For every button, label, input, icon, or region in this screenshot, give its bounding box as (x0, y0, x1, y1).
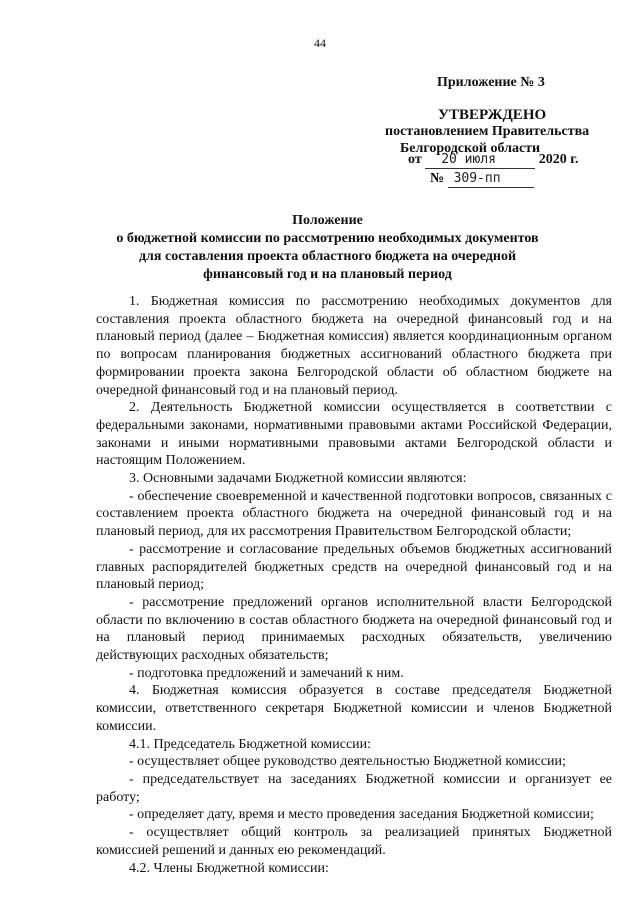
appendix-label: Приложение № 3 (437, 75, 545, 90)
list-item-task-4: - подготовка предложений и замечаний к ним. (129, 665, 404, 681)
list-item-task-3: - рассмотрение предложений органов исполнительной власти Белгородской области по включению в состав областного бюджета на очередной финансовый год и на плановый период принимаемых расходных обязательств, увеличению действующих расходных обязательств; (96, 594, 612, 664)
approval-number (430, 171, 534, 188)
page-number: 44 (314, 36, 326, 50)
list-item-chair-3: - определяет дату, время и место проведения заседания Бюджетной комиссии; (129, 807, 594, 823)
date-year: 2020 г. (538, 152, 579, 167)
heading-line-3: для составления проекта областного бюджета на очередной (138, 249, 517, 264)
region-line: Белгородской области (400, 141, 541, 156)
date-field (425, 152, 535, 169)
heading-line-4: финансовый год и на плановый период (203, 267, 452, 282)
document-heading (95, 212, 560, 284)
paragraph-1: 1. Бюджетная комиссия по рассмотрению необходимых документов для составления проекта областного бюджета на очередной финансовый год и на плановый период (далее – Бюджетная комиссия) является координационным органом по вопросам планирования бюджетных ассигнований областного бюджета при формировании проекта закона Белгородской области об областном бюджете на очередной финансовый год и на плановый период. (96, 294, 612, 398)
heading-line-1: Положение (292, 213, 363, 228)
number-handwritten: 309-пп (453, 171, 501, 186)
list-item-chair-1: - осуществляет общее руководство деятельностью Бюджетной комиссии; (129, 754, 566, 770)
list-item-chair-2: - председательствует на заседаниях Бюджетной комиссии и организует ее работу; (96, 771, 612, 805)
paragraph-4: 4. Бюджетная комиссия образуется в составе председателя Бюджетной комиссии, ответственного секретаря Бюджетной комиссии и членов Бюджетной комиссии. (96, 683, 612, 734)
list-item-chair-4: - осуществляет общий контроль за реализацией принятых Бюджетной комиссией решений и данных ею рекомендаций. (96, 825, 612, 858)
list-item-task-2: - рассмотрение и согласование предельных объемов бюджетных ассигнований главных распорядителей бюджетных средств на очередной финансовый год и на плановый период; (96, 541, 612, 593)
number-prefix: № (430, 171, 445, 186)
date-prefix: от (408, 152, 422, 167)
paragraph-3: 3. Основными задачами Бюджетной комиссии являются: (129, 471, 467, 487)
list-item-task-1: - обеспечение своевременной и качественной подготовки вопросов, связанных с составлением проекта областного бюджета на очередной финансовый год и на плановый период, для их рассмотрения Правительством Белгородской области; (96, 488, 612, 540)
paragraph-4-2: 4.2. Члены Бюджетной комиссии: (129, 860, 329, 876)
paragraph-4-1: 4.1. Председатель Бюджетной комиссии: (129, 736, 372, 752)
approval-date (408, 152, 578, 169)
document-body (96, 293, 612, 877)
approved-title: УТВЕРЖДЕНО (438, 107, 547, 123)
approved-by-line: постановлением Правительства (385, 124, 590, 139)
number-field (448, 171, 534, 188)
heading-line-2: о бюджетной комиссии по рассмотрению необходимых документов (116, 231, 539, 246)
paragraph-2: 2. Деятельность Бюджетной комиссии осуществляется в соответствии с федеральными законами, нормативными правовыми актами Российской Федерации, законами и иными нормативными правовыми актами Белгородской области и настоящим Положением. (96, 400, 612, 469)
date-handwritten: 20 июля (441, 152, 496, 167)
